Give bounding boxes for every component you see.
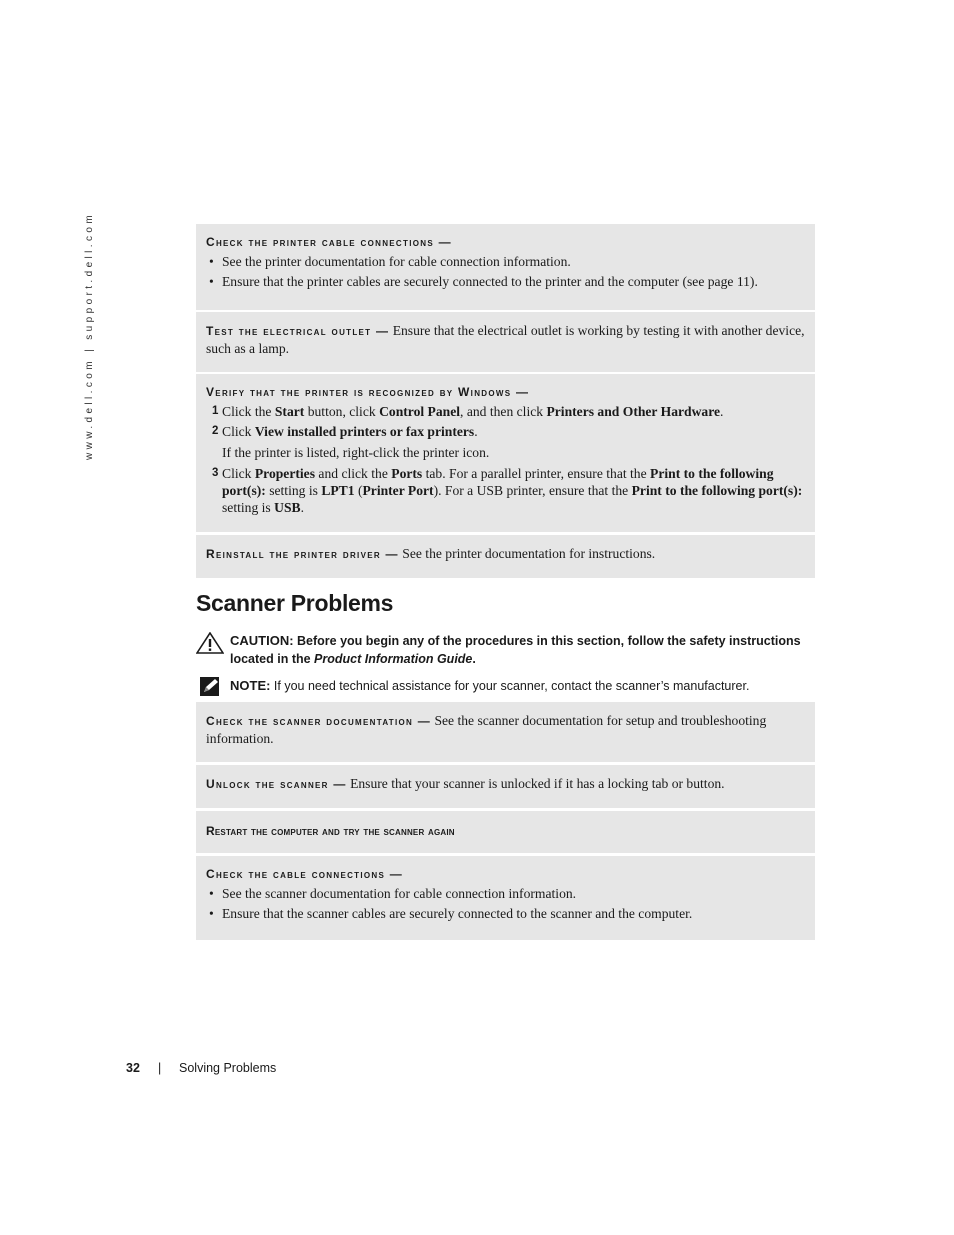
step-text: . <box>720 404 724 419</box>
scanner-cable-block <box>196 856 815 940</box>
caution-label: CAUTION: <box>230 633 294 648</box>
scanner-cable-list <box>206 885 805 922</box>
caution-notice <box>196 632 815 668</box>
step-text: Click <box>222 466 255 481</box>
verify-steps-cont <box>206 465 805 516</box>
step-2-note: If the printer is listed, right-click the printer icon. <box>222 445 490 460</box>
footer-section: Solving Problems <box>179 1061 277 1075</box>
guide-title: Product Information Guide <box>314 652 473 666</box>
step-text: ( <box>354 483 363 498</box>
list-item: • See the scanner documentation for cable connection information. <box>206 885 805 902</box>
page-number: 32 <box>126 1061 140 1075</box>
printer-cable-block <box>196 224 815 310</box>
restart-heading: Restart the computer and try the scanner again <box>206 824 455 838</box>
print-to-label: Print to the following port(s): <box>222 466 774 498</box>
caution-text: Before you begin any of the procedures in this section, follow the safety instructions located in the <box>230 634 801 666</box>
step-number: 2 <box>212 425 219 437</box>
caution-text-end: . <box>472 652 476 666</box>
unlock-heading: Unlock the scanner — <box>206 777 347 791</box>
step-text: setting is <box>265 483 322 498</box>
step-text: setting is <box>222 500 275 515</box>
printer-cable-list <box>206 253 805 290</box>
step-1 <box>206 403 805 420</box>
note-pencil-icon <box>196 676 224 703</box>
unlock-block <box>196 765 815 808</box>
ports-label: Ports <box>391 466 423 481</box>
printer-port-label: Printer Port <box>362 483 434 498</box>
control-panel-label: Control Panel <box>379 404 461 419</box>
reinstall-text: See the printer documentation for instructions. <box>402 546 656 561</box>
step-text: tab. For a parallel printer, ensure that the <box>422 466 651 481</box>
start-label: Start <box>274 404 305 419</box>
step-text: . <box>474 424 478 439</box>
restart-block <box>196 811 815 853</box>
reinstall-heading: Reinstall the printer driver — <box>206 547 399 561</box>
lpt1-label: LPT1 <box>321 483 355 498</box>
list-item: • See the printer documentation for cable connection information. <box>206 253 805 270</box>
page-footer <box>126 1061 277 1075</box>
print-to-label-2: Print to the following port(s): <box>631 483 803 498</box>
outlet-text: Ensure that the electrical outlet is working by testing it with another device, such as a lamp. <box>206 323 805 356</box>
note-text: If you need technical assistance for your scanner, contact the scanner’s manufacturer. <box>270 679 750 693</box>
printer-cable-heading: Check the printer cable connections — <box>206 235 452 249</box>
list-item: • Ensure that the printer cables are securely connected to the printer and the computer (see page 11). <box>206 273 805 290</box>
scanner-doc-heading: Check the scanner documentation — <box>206 714 432 728</box>
usb-label: USB <box>274 500 301 515</box>
section-title: Scanner Problems <box>196 590 394 616</box>
step-text: Click <box>222 424 255 439</box>
caution-icon <box>196 632 224 659</box>
unlock-text: Ensure that your scanner is unlocked if it has a locking tab or button. <box>350 776 725 791</box>
printers-hardware-label: Printers and Other Hardware <box>546 404 721 419</box>
step-number: 3 <box>212 467 219 479</box>
verify-block <box>196 374 815 532</box>
footer-separator: | <box>158 1061 162 1075</box>
step-2 <box>206 423 805 440</box>
step-3 <box>206 465 805 516</box>
outlet-heading: Test the electrical outlet — <box>206 324 390 338</box>
step-text: , and then click <box>460 404 547 419</box>
step-text: button, click <box>304 404 380 419</box>
list-item: • Ensure that the scanner cables are securely connected to the scanner and the computer. <box>206 905 805 922</box>
note-label: NOTE: <box>230 678 271 693</box>
scanner-doc-block <box>196 702 815 762</box>
reinstall-block <box>196 535 815 578</box>
properties-label: Properties <box>254 466 316 481</box>
verify-steps <box>206 403 805 440</box>
step-text: . <box>300 500 304 515</box>
step-number: 1 <box>212 405 219 417</box>
outlet-block <box>196 312 815 372</box>
verify-heading: Verify that the printer is recognized by Windows — <box>206 385 530 399</box>
step-text: ). For a USB printer, ensure that the <box>433 483 632 498</box>
note-notice <box>196 676 815 695</box>
scanner-cable-heading: Check the cable connections — <box>206 867 404 881</box>
view-printers-label: View installed printers or fax printers <box>254 424 475 439</box>
step-text: and click the <box>315 466 392 481</box>
step-text: Click the <box>222 404 275 419</box>
side-url: www.dell.com | support.dell.com <box>84 211 95 460</box>
scanner-doc-text: See the scanner documentation for setup and troubleshooting information. <box>206 713 767 746</box>
